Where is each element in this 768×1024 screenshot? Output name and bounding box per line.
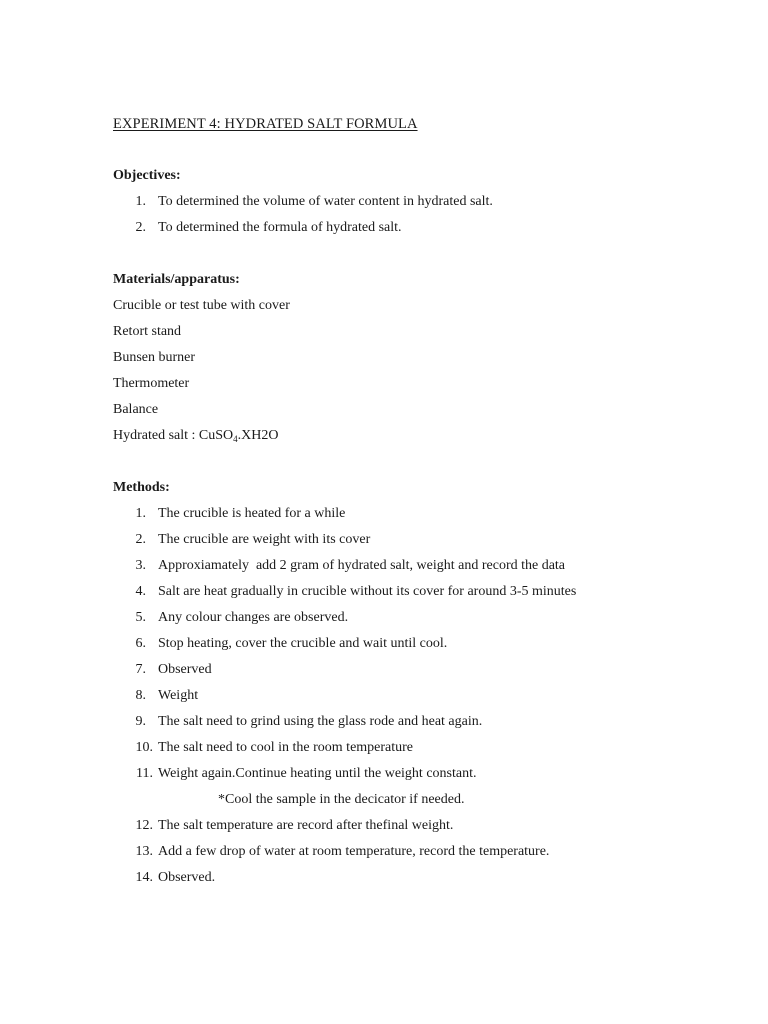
objective-item: To determined the formula of hydrated salt. xyxy=(158,220,402,235)
method-number: 8. xyxy=(135,688,146,703)
method-number: 6. xyxy=(135,636,146,651)
material-item-hydrated-salt xyxy=(113,428,279,444)
method-item: Weight xyxy=(158,688,199,703)
method-number: 13. xyxy=(135,844,153,859)
document-title: EXPERIMENT 4: HYDRATED SALT FORMULA xyxy=(113,116,418,132)
method-item: The salt need to grind using the glass rode and heat again. xyxy=(158,714,483,729)
method-item: Observed. xyxy=(158,870,216,885)
method-number: 2. xyxy=(135,532,146,547)
material-item: Bunsen burner xyxy=(113,350,196,365)
method-item: Observed xyxy=(158,662,212,677)
method-number: 11. xyxy=(136,766,153,781)
method-number: 1. xyxy=(135,506,146,521)
material-item: Retort stand xyxy=(113,324,182,339)
method-note: *Cool the sample in the decicator if needed. xyxy=(218,792,465,807)
method-number: 7. xyxy=(135,662,146,677)
material-item: Balance xyxy=(113,402,159,417)
materials-heading: Materials/apparatus: xyxy=(113,272,240,287)
method-number: 4. xyxy=(135,584,146,599)
salt-formula-subscript: 4 xyxy=(233,434,238,444)
method-item: Add a few drop of water at room temperature, record the temperature. xyxy=(158,844,550,859)
objective-number: 1. xyxy=(135,194,146,209)
methods-heading: Methods: xyxy=(113,480,170,495)
method-item: Approxiamately add 2 gram of hydrated salt, weight and record the data xyxy=(158,558,566,573)
method-number: 14. xyxy=(135,870,153,885)
objective-number: 2. xyxy=(135,220,146,235)
method-item: The crucible is heated for a while xyxy=(158,506,346,521)
method-item: The salt need to cool in the room temperature xyxy=(158,740,414,755)
method-number: 5. xyxy=(135,610,146,625)
method-item: Weight again.Continue heating until the weight constant. xyxy=(158,766,477,781)
material-item: Crucible or test tube with cover xyxy=(113,298,290,313)
method-item: The crucible are weight with its cover xyxy=(158,532,371,547)
objective-item: To determined the volume of water content in hydrated salt. xyxy=(158,194,493,209)
method-number: 3. xyxy=(135,558,146,573)
salt-formula-suffix: .XH2O xyxy=(237,428,279,443)
material-item: Thermometer xyxy=(113,376,190,391)
objectives-heading: Objectives: xyxy=(113,168,181,183)
method-number: 10. xyxy=(135,740,153,755)
method-item: Salt are heat gradually in crucible without its cover for around 3-5 minutes xyxy=(158,584,577,599)
method-number: 12. xyxy=(135,818,153,833)
salt-formula-prefix: Hydrated salt : CuSO xyxy=(113,428,234,443)
method-item: Stop heating, cover the crucible and wait until cool. xyxy=(158,636,448,651)
method-item: Any colour changes are observed. xyxy=(158,610,349,625)
method-number: 9. xyxy=(135,714,146,729)
method-item: The salt temperature are record after thefinal weight. xyxy=(158,818,454,833)
